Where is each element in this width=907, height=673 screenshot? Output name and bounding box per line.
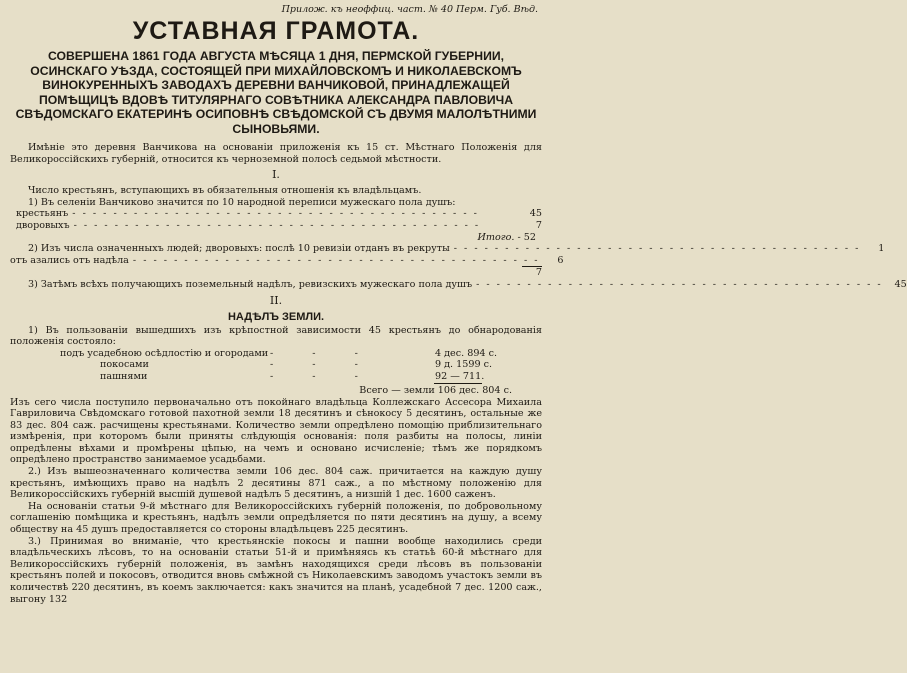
allotment-souls-row xyxy=(10,278,907,291)
land-row xyxy=(10,359,542,371)
document-subtitle: СОВЕРШЕНА 1861 ГОДА АВГУСТА МѢСЯЦА 1 ДНЯ, ПЕРМСКОЙ ГУБЕРНИИ, ОСИНСКАГО УѢЗДА, СОСТОЯЩЕЙ ПРИ МИХАЙЛОВСКОМЪ И НИКОЛАЕВСКОМЪ ВИНОКУРЕННЫХЪ ЗАВОДАХЪ ДЕРЕВНИ ВАНЧИКОВОЙ, ПРИНАДЛЕЖАЩЕЙ ПОМѢЩИЦѢ ВДОВѢ ТИТУЛЯРНАГО СОВѢТНИКА АЛЕКСАНДРА ПАВЛОВИЧА СВѢДОМСКАГО ЕКАТЕРИНѢ ОСИПОВНѢ СВѢДОМСКОЙ СЪ ДВУМЯ МАЛОЛѢТНИМИ СЫНОВЬЯМИ. xyxy=(15,49,537,136)
refused-label: отъ азались отъ надѣла xyxy=(10,254,129,266)
dash-leader: - - - - - - - - - - - - - - - - - - - - - - - - - - - - - - - - - - - - - - - - xyxy=(132,254,540,266)
section-2-para-1: 1) Въ пользованіи вышедшихъ изъ крѣпостной зависимости 45 крестьянъ до обнародованія положенія состояло: xyxy=(10,324,542,348)
allotment-souls-value: 45 xyxy=(894,278,907,290)
dash-leader: - xyxy=(517,231,521,243)
land-total: Всего — земли 106 дес. 804 с. xyxy=(359,384,512,396)
allotment-souls-label: 3) Затѣмъ всѣхъ получающихъ поземельный надѣлъ, ревизскихъ мужескаго пола душъ xyxy=(28,278,473,290)
dash-leader: - - - - - - - - - - - - - - - - - - - - - - - - - - - - - - - - - - - - - - - - xyxy=(476,278,883,290)
recruits-row xyxy=(10,243,885,255)
section-2-para-2: Изъ сего числа поступило первоначально отъ покойнаго владѣльца Коллежскаго Ассесора Михаила Гавриловича Свѣдомскаго готовой пахотной земли 18 десятинъ и сѣнокосу 5 десятинъ, остальные же 83 дес. 804 саж. расчищены крестьянами. Количество земли опредѣлено помощію приблизительнаго измѣренія, при которомъ были приняты слѣдующія основанія: поля разбиты на полосы, линіи опредѣлены вѣхами и промѣрены цѣпью, на чемъ и основано исчисленіе; тѣмъ же порядкомъ опредѣлено пространство занимаемое усадьбами. xyxy=(10,396,542,466)
section-2-para-3: 2.) Изъ вышеозначеннаго количества земли 106 дес. 804 саж. причитается на каждую душу крестьянъ, имѣющихъ право на надѣлъ 2 десятины 871 саж., а по мѣстному положенію для Великороссійскихъ губерній высшій душевой надѣлъ 5 десятинъ, а низшій 1 дес. 1600 саженъ. xyxy=(10,466,542,501)
peasants-value: 45 xyxy=(529,208,542,220)
section-1-numeral: I. xyxy=(272,168,280,182)
dash-leader: - - - - - - - - - - - - - - - - - - - - - - - - - - - - - - - - - - - - - - - - xyxy=(453,243,861,255)
section-2-para-5: 3.) Принимая во вниманіе, что крестьянскіе покосы и пашни вообще находились среди владѣльческихъ лѣсовъ, то на основаніи статьи 51-й и примѣняясь къ статьѣ 60-й мѣстнаго для Великороссійскихъ губерній положенія, въ замѣнъ находящихся среди лѣсовъ въ пользованіи крестьянъ полей и покосовъ, отводится вновь смѣжной съ Николаевскимъ заводомъ участокъ земли въ количествѣ 220 десятинъ, въ коемъ заключается: какъ значится на планѣ, усадебной 7 дес. 1200 саж., выгону 132 xyxy=(10,535,542,605)
peasants-row xyxy=(10,208,542,220)
section-1-lead: Число крестьянъ, вступающихъ въ обязательныя отношенія къ владѣльцамъ. xyxy=(28,185,422,197)
dash-leader: - - - - - - - - - - - - - - - - - - - - - - - - - - - - - - - - - - - - - - - - xyxy=(73,219,481,231)
recruits-label: 2) Изъ числа означенныхъ людей; дворовыхъ: послѣ 10 ревизіи отданъ въ рекруты xyxy=(28,243,450,255)
land-row xyxy=(10,348,542,360)
dash-leader: - - - - - - - - - - - - - - - - - - - - - - - - - - - - - - - - - - - - - - - - xyxy=(72,208,479,220)
land-label: подъ усадебною осѣдлостію и огородами xyxy=(60,347,269,359)
servants-row xyxy=(10,220,542,232)
subtotal-value: 7 xyxy=(522,266,542,279)
land-label: пашнями xyxy=(100,370,148,382)
servants-label: дворовыхъ xyxy=(16,219,70,231)
land-value: 9 д. 1599 с. xyxy=(435,359,493,371)
section-2-numeral: II. xyxy=(269,293,283,307)
refused-row xyxy=(10,254,564,267)
document-title: УСТАВНАЯ ГРАМОТА. xyxy=(132,17,420,45)
land-value: 92 — 711. xyxy=(435,370,485,382)
subtotal-row xyxy=(10,266,542,279)
recruits-value: 1 xyxy=(878,243,885,255)
section-2-para-4: На основаніи статьи 9-й мѣстнаго для Великороссійскихъ губерній положенія, по добровольному соглашенію помѣщика и крестьянъ, надѣлъ земли опредѣляется по пяти десятинъ на душу, а всему обществу на 45 душъ предоставляется со стороны владѣльцевъ 225 десятинъ. xyxy=(10,500,542,536)
itogo-line xyxy=(10,232,542,244)
attachment-note: Прилож. къ неоффиц. част. № 40 Перм. Губ. Вѣд. xyxy=(281,4,538,15)
land-label: покосами xyxy=(100,359,149,371)
intro-paragraph: Имѣніе это деревня Ванчикова на основаніи приложенія къ 15 ст. Мѣстнаго Положенія для Великороссійскихъ губерній, относится къ черноземной полосѣ седьмой мѣстности. xyxy=(10,142,542,165)
dash-leader: - - - xyxy=(270,370,376,382)
peasants-label: крестьянъ xyxy=(16,208,69,220)
dash-leader: - - - xyxy=(270,347,376,359)
itogo-label: Итого. xyxy=(477,231,515,243)
dash-leader: - - - xyxy=(270,359,376,371)
section-1-para-1: 1) Въ селеніи Ванчиково значится по 10 народной переписи мужескаго пола душъ: xyxy=(28,196,456,208)
itogo-value: 52 xyxy=(523,231,536,243)
section-2-heading: НАДѢЛЪ ЗЕМЛИ. xyxy=(227,310,325,323)
land-row xyxy=(10,371,542,383)
land-value: 4 дес. 894 с. xyxy=(435,347,497,359)
servants-value: 7 xyxy=(535,219,542,231)
sum-underline xyxy=(434,383,482,384)
refused-value: 6 xyxy=(557,254,564,266)
